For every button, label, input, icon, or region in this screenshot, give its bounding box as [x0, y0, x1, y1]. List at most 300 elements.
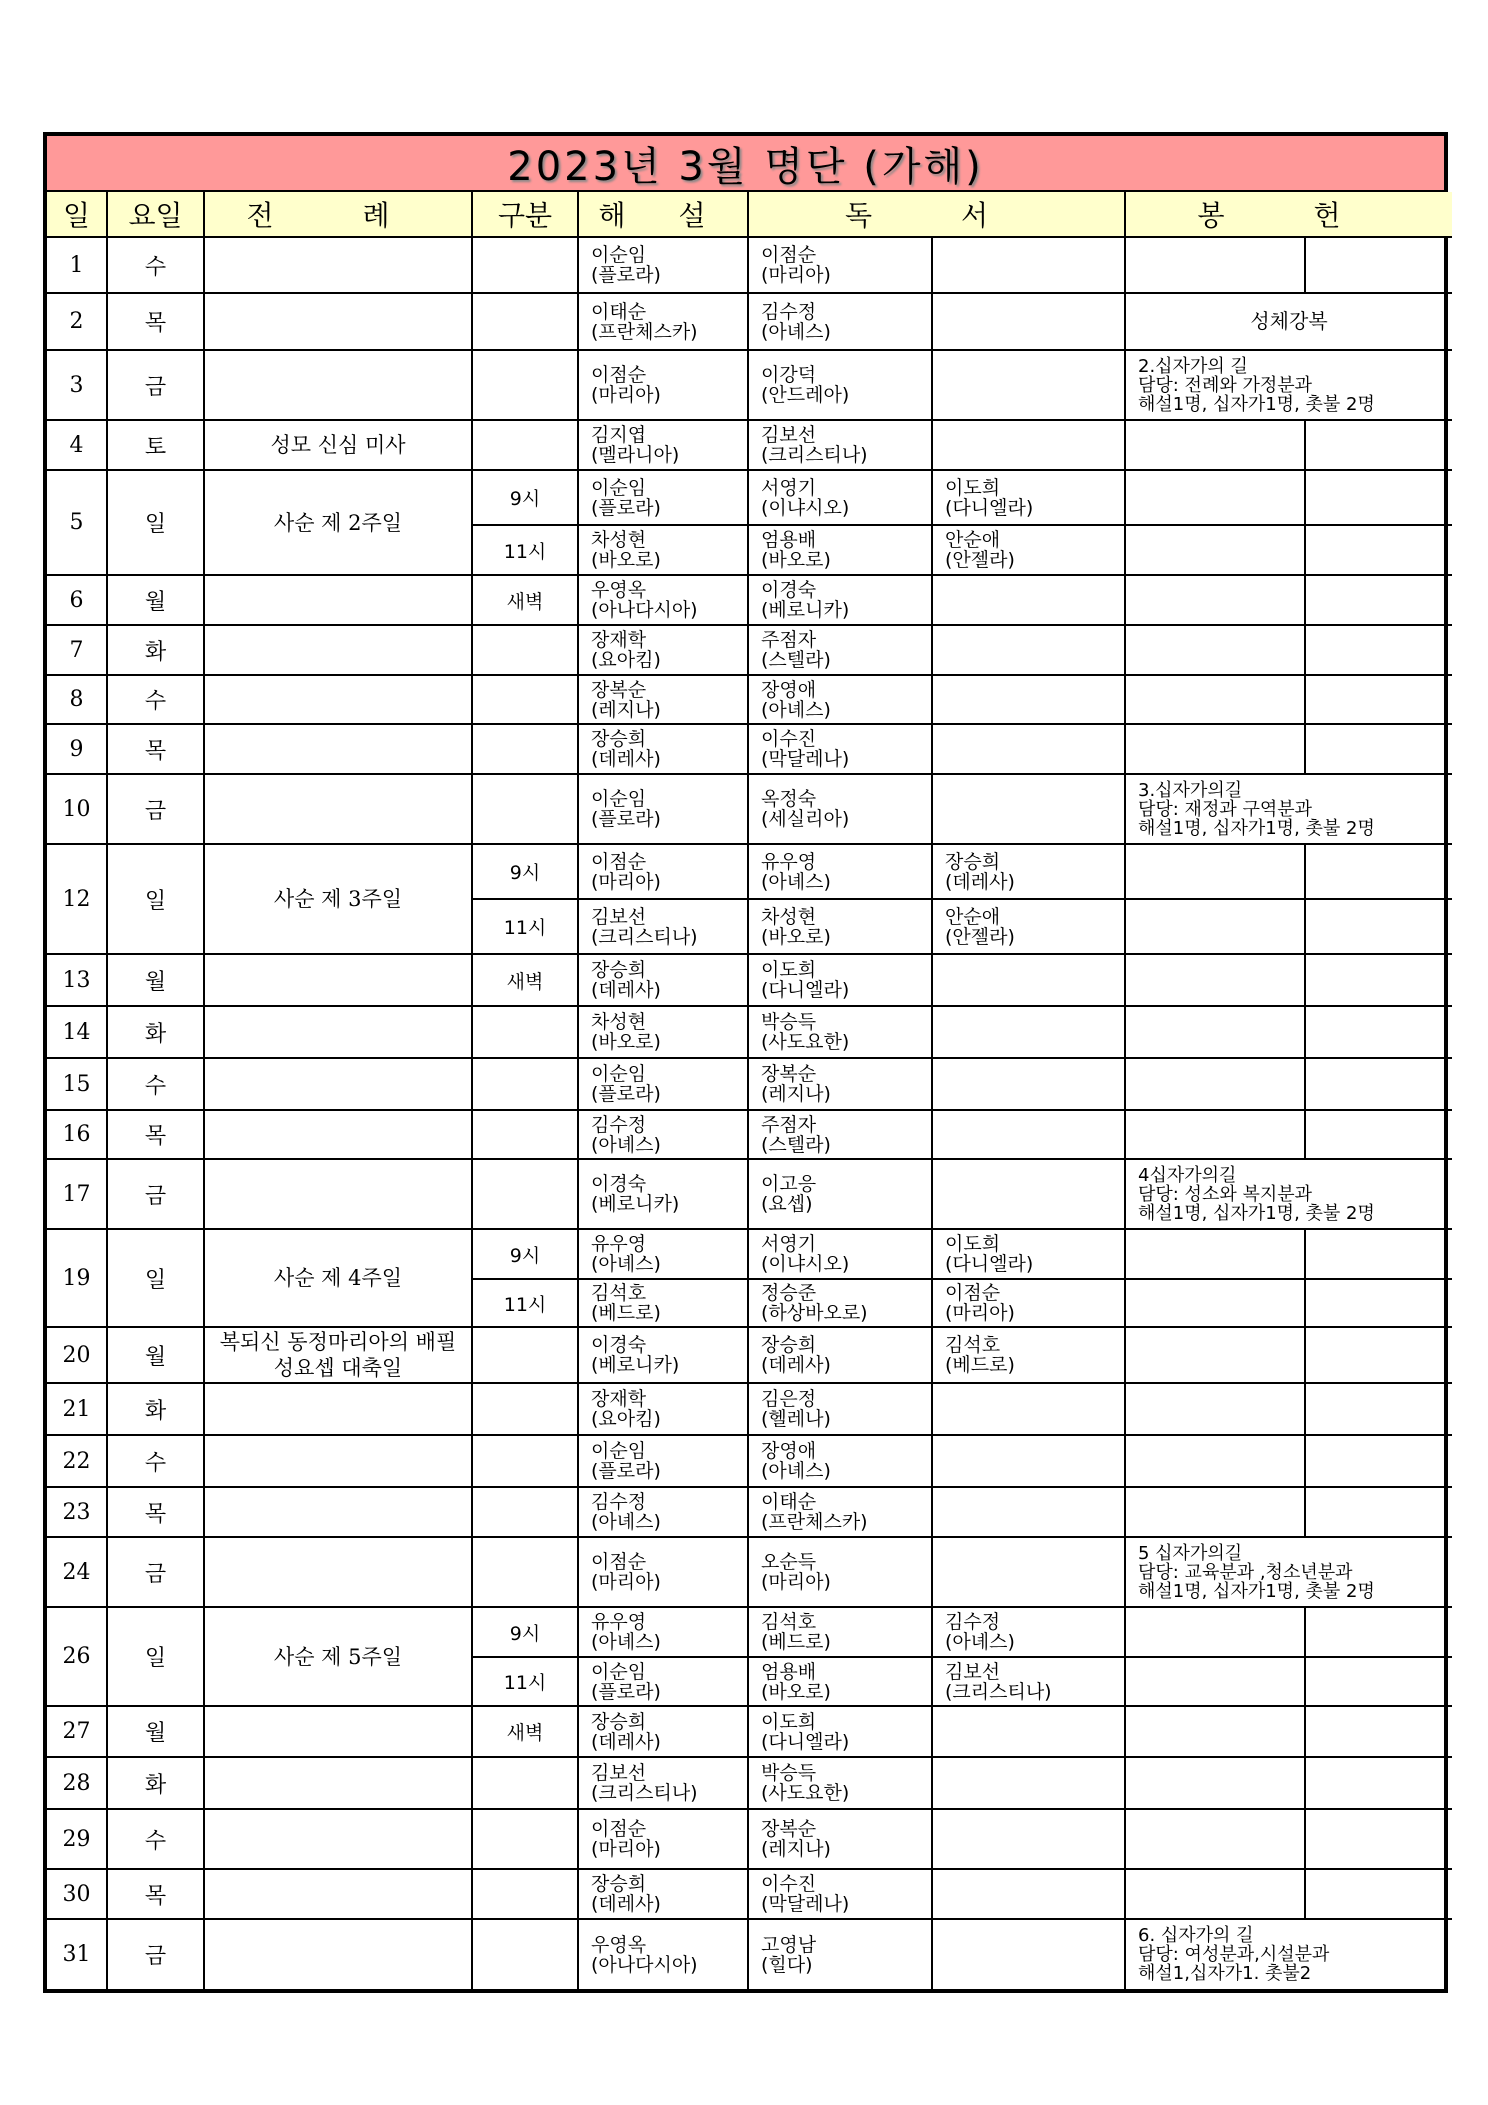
reader-cell-line: 박승득	[761, 1011, 817, 1033]
commentator-cell-line: 장복순	[591, 678, 647, 701]
reader-cell-line: (바오로)	[761, 549, 831, 571]
offering-cell	[1125, 350, 1452, 420]
offering2-cell	[1305, 954, 1452, 1006]
commentator-cell-line: 이순임	[591, 788, 647, 810]
commentator-cell	[578, 1279, 748, 1327]
reader2-cell-line: (데레사)	[945, 870, 1015, 893]
day-cell: 27	[47, 1706, 107, 1757]
table-row	[47, 1706, 1452, 1757]
day-cell: 23	[47, 1487, 107, 1537]
reader-cell-line: 김수정	[761, 300, 817, 323]
liturgy-cell	[204, 1159, 472, 1229]
offering-line: 담당: 성소와 복지분과	[1138, 1183, 1312, 1205]
reader-cell	[748, 844, 932, 899]
reader-cell-line: 이수진	[761, 1873, 817, 1895]
liturgy-line: 복되신 동정마리아의 배필	[219, 1330, 457, 1354]
offering-cell	[1125, 1869, 1305, 1919]
reader-cell-line: 장복순	[761, 1818, 817, 1840]
liturgy-cell: 사순 제 3주일	[204, 844, 472, 954]
division-cell	[472, 724, 578, 774]
commentator-cell-line: (아녜스)	[591, 1253, 661, 1275]
offering2-cell	[1305, 575, 1452, 625]
offering-cell	[1125, 954, 1305, 1006]
commentator-cell-line: 김보선	[591, 1762, 647, 1784]
division-cell	[472, 1006, 578, 1058]
commentator-cell-line: 장재학	[591, 1388, 647, 1410]
table-row	[47, 293, 1452, 350]
table-row	[47, 1809, 1452, 1869]
commentator-cell-line: (베로니카)	[591, 1354, 680, 1376]
commentator-cell-line: 이점순	[591, 1818, 647, 1840]
commentator-cell	[578, 1159, 748, 1229]
reader-cell	[748, 1919, 932, 1989]
commentator-cell	[578, 525, 748, 575]
offering-cell	[1125, 675, 1305, 724]
offering2-cell	[1305, 1435, 1452, 1487]
commentator-cell	[578, 293, 748, 350]
reader-cell-line: 장승희	[761, 1334, 817, 1356]
liturgy-cell	[204, 350, 472, 420]
division-cell: 9시	[472, 1607, 578, 1657]
liturgy-cell	[204, 1435, 472, 1487]
commentator-cell-line: (플로라)	[591, 1460, 661, 1482]
reader-cell-line: (막달레나)	[761, 1893, 850, 1915]
offering2-cell	[1305, 1757, 1452, 1809]
table-row	[47, 1537, 1452, 1607]
reader-cell-line: (베드로)	[761, 1631, 831, 1653]
weekday-cell: 수	[107, 1058, 204, 1110]
schedule-table	[47, 192, 1452, 1989]
offering-cell	[1125, 1537, 1452, 1607]
day-cell: 30	[47, 1869, 107, 1919]
day-cell: 1	[47, 237, 107, 293]
reader2-cell	[932, 1006, 1125, 1058]
reader2-cell	[932, 350, 1125, 420]
reader-cell-line: (아녜스)	[761, 1460, 831, 1482]
day-cell: 21	[47, 1383, 107, 1435]
division-cell	[472, 1058, 578, 1110]
reader2-cell	[932, 625, 1125, 675]
offering-line: 담당: 재정과 구역분과	[1138, 798, 1312, 820]
commentator-cell	[578, 350, 748, 420]
division-cell	[472, 1327, 578, 1383]
reader-cell-line: (레지나)	[761, 1838, 831, 1860]
reader-cell-line: (안드레아)	[761, 384, 850, 406]
commentator-cell-line: (바오로)	[591, 549, 661, 571]
division-cell	[472, 1919, 578, 1989]
table-row	[47, 675, 1452, 724]
commentator-cell	[578, 954, 748, 1006]
reader2-cell	[932, 1229, 1125, 1279]
division-cell	[472, 1110, 578, 1159]
commentator-cell-line: (데레사)	[591, 979, 661, 1001]
reader2-cell	[932, 525, 1125, 575]
commentator-cell-line: 이순임	[591, 1063, 647, 1085]
table-row	[47, 954, 1452, 1006]
offering-cell	[1125, 1327, 1305, 1383]
commentator-cell-line: (마리아)	[591, 870, 661, 893]
reader-cell-line: (프란체스카)	[761, 1511, 868, 1533]
reader2-cell	[932, 724, 1125, 774]
offering2-cell	[1305, 1706, 1452, 1757]
schedule-sheet	[43, 132, 1448, 1993]
commentator-cell	[578, 1487, 748, 1537]
offering2-cell	[1305, 1279, 1452, 1327]
table-row	[47, 470, 1452, 525]
header-weekday: 요일	[107, 192, 204, 237]
commentator-cell-line: 유우영	[591, 1611, 647, 1633]
reader-cell-line: 엄용배	[761, 529, 817, 551]
reader-cell-line: (레지나)	[761, 1083, 831, 1105]
commentator-cell-line: (플로라)	[591, 1083, 661, 1105]
division-cell	[472, 237, 578, 293]
reader-cell-line: 주점자	[761, 629, 817, 651]
weekday-cell: 토	[107, 420, 204, 470]
commentator-cell	[578, 675, 748, 724]
liturgy-cell	[204, 420, 472, 470]
liturgy-cell	[204, 675, 472, 724]
commentator-cell-line: 차성현	[591, 529, 647, 551]
weekday-cell: 목	[107, 293, 204, 350]
liturgy-cell	[204, 575, 472, 625]
reader-cell	[748, 675, 932, 724]
offering2-cell	[1305, 724, 1452, 774]
reader2-cell-line: 안순애	[945, 529, 1001, 551]
weekday-cell: 화	[107, 1757, 204, 1809]
commentator-cell-line: (데레사)	[591, 748, 661, 770]
liturgy-cell	[204, 1809, 472, 1869]
commentator-cell	[578, 1607, 748, 1657]
table-row	[47, 237, 1452, 293]
weekday-cell: 목	[107, 724, 204, 774]
reader-cell-line: (바오로)	[761, 925, 831, 948]
table-row	[47, 625, 1452, 675]
commentator-cell-line: 이경숙	[591, 1173, 647, 1195]
reader-cell	[748, 420, 932, 470]
reader2-cell-line: (다니엘라)	[945, 496, 1034, 519]
reader-cell	[748, 1058, 932, 1110]
offering-line: 해설1명, 십자가1명, 촛불 2명	[1138, 393, 1375, 415]
reader2-cell	[932, 1327, 1125, 1383]
reader2-cell	[932, 1159, 1125, 1229]
commentator-cell	[578, 1869, 748, 1919]
liturgy-cell	[204, 1487, 472, 1537]
division-cell: 11시	[472, 1657, 578, 1706]
reader-cell-line: 장복순	[761, 1063, 817, 1085]
offering-cell	[1125, 1110, 1305, 1159]
commentator-cell-line: (크리스티나)	[591, 925, 698, 948]
commentator-cell-line: 이점순	[591, 364, 647, 386]
reader-cell-line: 김석호	[761, 1611, 817, 1633]
table-row	[47, 1159, 1452, 1229]
commentator-cell-line: (데레사)	[591, 1893, 661, 1915]
table-row	[47, 1383, 1452, 1435]
weekday-cell: 일	[107, 1229, 204, 1327]
commentator-cell	[578, 724, 748, 774]
weekday-cell: 금	[107, 1159, 204, 1229]
reader-cell-line: 박승득	[761, 1762, 817, 1784]
reader-cell-line: 김보선	[761, 424, 817, 446]
commentator-cell	[578, 1809, 748, 1869]
day-cell: 17	[47, 1159, 107, 1229]
liturgy-cell	[204, 954, 472, 1006]
reader2-cell-line: 김석호	[945, 1334, 1001, 1356]
commentator-cell-line: (크리스티나)	[591, 1782, 698, 1804]
weekday-cell: 일	[107, 844, 204, 954]
liturgy-cell	[204, 724, 472, 774]
reader2-cell	[932, 1279, 1125, 1327]
commentator-cell	[578, 1657, 748, 1706]
offering-line: 해설1명, 십자가1명, 촛불 2명	[1138, 817, 1375, 839]
day-cell: 4	[47, 420, 107, 470]
commentator-cell-line: 차성현	[591, 1011, 647, 1033]
reader-cell-line: (바오로)	[761, 1680, 831, 1703]
day-cell: 26	[47, 1607, 107, 1706]
liturgy-cell	[204, 1869, 472, 1919]
liturgy-cell: 사순 제 2주일	[204, 470, 472, 575]
reader2-cell-line: (베드로)	[945, 1354, 1015, 1376]
weekday-cell: 금	[107, 1919, 204, 1989]
reader-cell-line: 장영애	[761, 678, 817, 701]
table-row	[47, 1110, 1452, 1159]
reader-cell-line: (스텔라)	[761, 1133, 831, 1156]
weekday-cell: 월	[107, 1327, 204, 1383]
weekday-cell: 일	[107, 1607, 204, 1706]
commentator-cell	[578, 774, 748, 844]
reader-cell	[748, 625, 932, 675]
commentator-cell-line: 이점순	[591, 850, 647, 873]
table-row	[47, 1327, 1452, 1383]
commentator-cell	[578, 1435, 748, 1487]
reader2-cell	[932, 675, 1125, 724]
reader-cell-line: 정승준	[761, 1282, 817, 1304]
table-row	[47, 575, 1452, 625]
commentator-cell-line: (요아킴)	[591, 649, 661, 671]
division-cell	[472, 1487, 578, 1537]
division-cell: 11시	[472, 525, 578, 575]
reader-cell-line: (베로니카)	[761, 599, 850, 621]
reader-cell	[748, 1657, 932, 1706]
offering-cell	[1125, 1607, 1305, 1657]
table-row	[47, 1869, 1452, 1919]
offering2-cell	[1305, 1229, 1452, 1279]
reader-cell-line: (스텔라)	[761, 649, 831, 671]
commentator-cell-line: (플로라)	[591, 496, 661, 519]
offering-line: 담당: 교육분과 ,청소년분과	[1138, 1561, 1353, 1583]
offering-cell: 성체강복	[1125, 293, 1452, 350]
commentator-cell-line: 장승희	[591, 1873, 647, 1895]
liturgy-cell	[204, 625, 472, 675]
commentator-cell-line: (베로니카)	[591, 1193, 680, 1215]
reader2-cell	[932, 1869, 1125, 1919]
reader2-cell-line: 안순애	[945, 905, 1001, 928]
reader-cell	[748, 237, 932, 293]
reader-cell	[748, 1435, 932, 1487]
day-cell: 7	[47, 625, 107, 675]
liturgy-line: 성요셉 대축일	[273, 1356, 403, 1380]
offering-cell	[1125, 237, 1305, 293]
liturgy-cell	[204, 237, 472, 293]
commentator-cell-line: 우영옥	[591, 1933, 647, 1956]
liturgy-cell	[204, 1383, 472, 1435]
commentator-cell-line: (아나다시아)	[591, 599, 698, 621]
commentator-cell-line: (프란체스카)	[591, 320, 698, 343]
division-cell: 9시	[472, 470, 578, 525]
reader-cell	[748, 1487, 932, 1537]
reader-cell	[748, 1383, 932, 1435]
reader2-cell	[932, 1657, 1125, 1706]
commentator-cell-line: (레지나)	[591, 698, 661, 721]
day-cell: 14	[47, 1006, 107, 1058]
commentator-cell-line: 이점순	[591, 1551, 647, 1573]
reader-cell	[748, 293, 932, 350]
liturgy-cell	[204, 1706, 472, 1757]
offering-cell	[1125, 420, 1305, 470]
offering-cell	[1125, 1657, 1305, 1706]
offering-line: 4십자가의길	[1138, 1164, 1237, 1186]
reader2-cell	[932, 844, 1125, 899]
weekday-cell: 일	[107, 470, 204, 575]
reader-cell-line: (막달레나)	[761, 748, 850, 770]
header-division: 구분	[472, 192, 578, 237]
header-reading: 독 서	[748, 192, 1125, 237]
reader2-cell-line: (마리아)	[945, 1302, 1015, 1324]
offering-cell	[1125, 525, 1305, 575]
sheet-title: 2023년 3월 명단 (가해)	[47, 136, 1444, 192]
commentator-cell-line: (플로라)	[591, 1680, 661, 1703]
weekday-cell: 수	[107, 675, 204, 724]
offering2-cell	[1305, 1607, 1452, 1657]
liturgy-cell	[204, 1537, 472, 1607]
reader2-cell-line: 이점순	[945, 1282, 1001, 1304]
reader2-cell-line: (크리스티나)	[945, 1680, 1052, 1703]
reader-cell-line: 차성현	[761, 905, 817, 928]
day-cell: 8	[47, 675, 107, 724]
reader-cell	[748, 1757, 932, 1809]
reader2-cell	[932, 575, 1125, 625]
weekday-cell: 금	[107, 774, 204, 844]
table-row	[47, 420, 1452, 470]
division-cell: 새벽	[472, 954, 578, 1006]
reader-cell	[748, 774, 932, 844]
reader2-cell-line: (안젤라)	[945, 925, 1015, 948]
division-cell	[472, 1809, 578, 1869]
division-cell	[472, 350, 578, 420]
offering-line: 3.십자가의길	[1138, 779, 1243, 801]
weekday-cell: 목	[107, 1487, 204, 1537]
division-cell	[472, 774, 578, 844]
weekday-cell: 금	[107, 1537, 204, 1607]
division-cell	[472, 1757, 578, 1809]
offering2-cell	[1305, 470, 1452, 525]
reader-cell-line: (다니엘라)	[761, 979, 850, 1001]
reader2-cell-line: 장승희	[945, 850, 1001, 873]
reader2-cell	[932, 1435, 1125, 1487]
reader-cell-line: 김은정	[761, 1388, 817, 1410]
division-cell	[472, 1537, 578, 1607]
offering-cell	[1125, 1809, 1305, 1869]
weekday-cell: 화	[107, 1006, 204, 1058]
day-cell: 12	[47, 844, 107, 954]
offering-line: 해설1명, 십자가1명, 촛불 2명	[1138, 1202, 1375, 1224]
commentator-cell	[578, 1537, 748, 1607]
reader2-cell	[932, 420, 1125, 470]
day-cell: 24	[47, 1537, 107, 1607]
offering-cell	[1125, 1487, 1305, 1537]
weekday-cell: 수	[107, 1809, 204, 1869]
reader2-cell	[932, 1487, 1125, 1537]
reader2-cell	[932, 1110, 1125, 1159]
header-row	[47, 192, 1452, 237]
liturgy-cell	[204, 1327, 472, 1383]
reader-cell	[748, 1537, 932, 1607]
commentator-cell-line: 김수정	[591, 1113, 647, 1136]
reader2-cell-line: 이도희	[945, 1233, 1001, 1255]
offering2-cell	[1305, 237, 1452, 293]
header-liturgy: 전 례	[204, 192, 472, 237]
division-cell	[472, 1383, 578, 1435]
division-cell	[472, 420, 578, 470]
liturgy-cell	[204, 1058, 472, 1110]
offering-cell	[1125, 1058, 1305, 1110]
reader-cell	[748, 1110, 932, 1159]
reader-cell	[748, 899, 932, 954]
reader-cell-line: (아녜스)	[761, 320, 831, 343]
division-cell	[472, 1869, 578, 1919]
offering2-cell	[1305, 1809, 1452, 1869]
reader-cell-line: 엄용배	[761, 1660, 817, 1683]
day-cell: 31	[47, 1919, 107, 1989]
header-offering: 봉 헌	[1125, 192, 1452, 237]
reader-cell	[748, 1279, 932, 1327]
offering-line: 담당: 전례와 가정분과	[1138, 374, 1312, 396]
reader-cell-line: 이강덕	[761, 364, 817, 386]
reader-cell	[748, 1869, 932, 1919]
day-cell: 29	[47, 1809, 107, 1869]
reader2-cell	[932, 954, 1125, 1006]
reader-cell-line: 장영애	[761, 1440, 817, 1462]
division-cell	[472, 1435, 578, 1487]
reader-cell-line: 유우영	[761, 850, 817, 873]
reader-cell	[748, 724, 932, 774]
table-row	[47, 1058, 1452, 1110]
offering2-cell	[1305, 844, 1452, 899]
reader-cell-line: (헬레나)	[761, 1408, 831, 1430]
reader-cell-line: 이태순	[761, 1491, 817, 1513]
division-cell: 11시	[472, 1279, 578, 1327]
offering2-cell	[1305, 899, 1452, 954]
reader-cell-line: (아녜스)	[761, 870, 831, 893]
weekday-cell: 목	[107, 1869, 204, 1919]
day-cell: 16	[47, 1110, 107, 1159]
liturgy-cell: 사순 제 5주일	[204, 1607, 472, 1706]
offering-cell	[1125, 575, 1305, 625]
commentator-cell-line: 이순임	[591, 244, 647, 266]
commentator-cell	[578, 237, 748, 293]
reader2-cell	[932, 1757, 1125, 1809]
commentator-cell-line: 김석호	[591, 1282, 647, 1304]
reader-cell-line: 서영기	[761, 476, 817, 499]
offering-cell	[1125, 774, 1452, 844]
division-cell: 9시	[472, 844, 578, 899]
commentator-cell-line: 우영옥	[591, 579, 647, 601]
division-cell	[472, 625, 578, 675]
reader-cell-line: (요셉)	[761, 1193, 813, 1215]
weekday-cell: 월	[107, 1706, 204, 1757]
day-cell: 3	[47, 350, 107, 420]
reader-cell-line: (사도요한)	[761, 1782, 850, 1804]
division-cell: 11시	[472, 899, 578, 954]
